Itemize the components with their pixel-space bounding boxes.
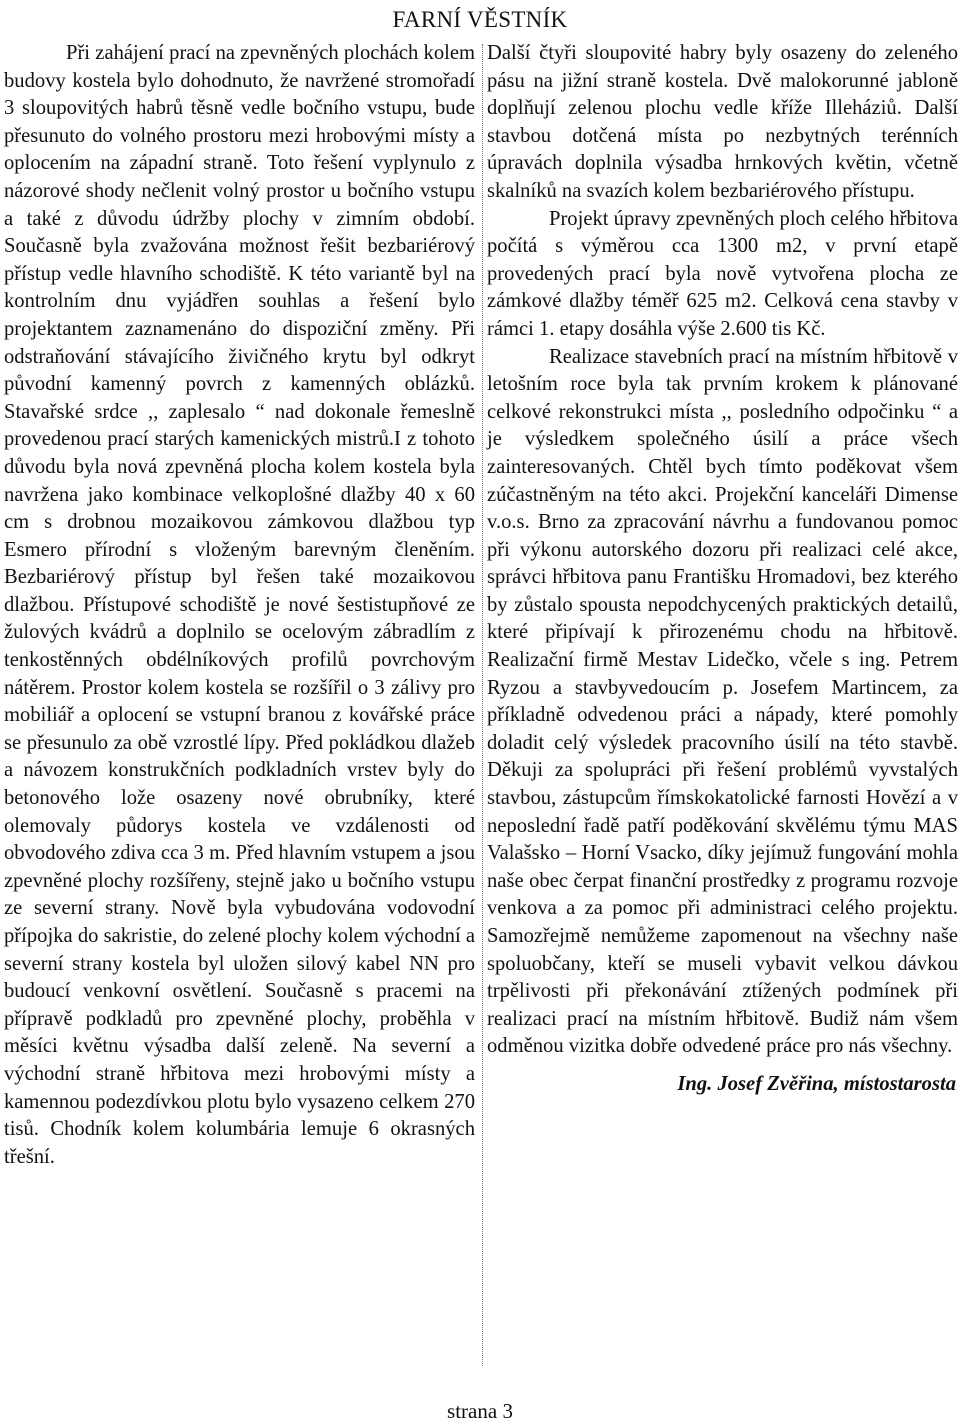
right-paragraph-2: Projekt úpravy zpevněných ploch celého hřbitova počítá s výměrou cca 1300 m2, v první etapě provedených prací byla nově vytvořena plocha ze zámkové dlažby téměř 625 m2. Celková cena stavby v rámci 1. etapy dosáhla výše 2.600 tis Kč. <box>487 207 958 340</box>
column-divider <box>482 44 483 1366</box>
page-number: strana 3 <box>447 1399 513 1423</box>
right-paragraph-3: Realizace stavebních prací na místním hřbitově v letošním roce byla tak prvním krokem k plánované celkové rekonstrukci místa ,, posledního odpočinku “ a je výsledkem společného úsilí a práce všech zainteresovaných. Chtěl bych tímto poděkovat všem zúčastněným na této akci. Projekční kanceláři Dimense v.o.s. Brno za zpracování návrhu a fundovanou pomoc při výkonu autorského dozoru při realizaci celé akce, správci hřbitova panu Františku Hromadovi, bez kterého by zůstalo spousta nepodchycených praktických detailů, které připívají k přirozenému chodu na hřbitově. Realizační firmě Mestav Lidečko, včele s ing. Petrem Ryzou a stavbyvedoucím p. Josefem Martincem, za příkladně odvedenou práci a nápady, které pomohly doladit celý výsledek pracovního úsilí na této stavbě. Děkuji za spolupráci při řešení problémů vyvstalých stavbou, zástupcům římskokatolické farnosti Hovězí a v neposlední řadě patří poděkování skvělému týmu MAS Valašsko – Horní Vsacko, díky jejímuž fungování mohla naše obec čerpat finanční prostředky z programu rozvoje venkova a za pomoc při administraci celého projektu. Samozřejmě nemůžeme zapomenout na všechny naše spoluobčany, kteří se museli vybavit velkou dávkou trpělivosti při překonávání ztížených podmínek při realizaci prací na místním hřbitově. Budiž nám všem odměnou vizitka dobře odvedené práce pro nás všechny. <box>487 345 958 1058</box>
article-columns <box>4 40 958 1375</box>
right-column <box>487 40 958 1099</box>
newsletter-title: FARNÍ VĚSTNÍK <box>392 7 568 32</box>
author-signature: Ing. Josef Zvěřina, místostarosta <box>677 1072 956 1095</box>
right-paragraph-1: Další čtyři sloupovité habry byly osazeny do zeleného pásu na jižní straně kostela. Dvě malokorunné jabloně doplňují zelenou plochu vedle kříže Illeháziů. Další stavbou dotčená místa po nezbytných terénních úpravách doplnila výsadba hrnkových květin, včetně skalníků na svazích kolem bezbariérového přístupu. <box>487 42 958 202</box>
left-paragraph-1: Při zahájení prací na zpevněných plochách kolem budovy kostela bylo dohodnuto, že navržené stromořadí 3 sloupovitých habrů těsně vedle bočního vstupu, bude přesunuto do volného prostoru mezi hrobovými místy a oplocením na západní straně. Toto řešení vyplynulo z názorové shody nečlenit volný prostor u bočního vstupu a také z důvodu údržby plochy v zimním období. Současně byla zvažována možnost řešit bezbariérový přístup vedle hlavního schodiště. K této variantě byl na kontrolním dnu vyjádřen souhlas a řešení bylo projektantem zaznamenáno do dispoziční změny. Při odstraňování stávajícího živičného krytu byl odkryt původní kamenný povrch z kamenných oblázků. Stavařské srdce ,, zaplesalo “ nad dokonale řemeslně provedenou prací starých kamenických mistrů.I z tohoto důvodu byla nová zpevněná plocha kolem kostela byla navržena jako kombinace velkoplošné dlažby 40 x 60 cm s drobnou mozaikovou zámkovou dlažbou typ Esmero přírodní s vloženým barevným členěním. Bezbariérový přístup byl řešen také mozaikovou dlažbou. Přístupové schodiště je nové šestistupňové ze žulových kvádrů a doplnilo se ocelovým zábradlím z tenkostěnných obdélníkových profilů povrchovým nátěrem. Prostor kolem kostela se rozšířil o 3 zálivy pro mobiliář a oplocení se vstupní branou z kovářské práce se přesunulo za obě vzrostlé lípy. Před pokládkou dlažeb a návozem konstrukčních podkladních vrstev byly do betonového lože osazeny nové obrubníky, které olemovaly půdorys kostela ve vzdálenosti od obvodového zdiva cca 3 m. Před hlavním vstupem a jsou zpevněné plochy rozšířeny, stejně jako u bočního vstupu ze severní strany. Nově byla vybudována vodovodní přípojka do sakristie, do zelené plochy kolem východní a severní strany kostela byl uložen silový kabel NN pro budoucí venkovní osvětlení. Současně s pracemi na přípravě podkladů pro zpevněné plochy, proběhla v měsíci květnu výsadba další zeleně. Na severní a východní straně hřbitova mezi hrobovými místy a kamennou podezdívkou plotu bylo vysazeno celkem 270 tisů. Chodník kolem kolumbária lemuje 6 okrasných třešní. <box>4 42 475 1168</box>
left-column <box>4 40 475 1171</box>
